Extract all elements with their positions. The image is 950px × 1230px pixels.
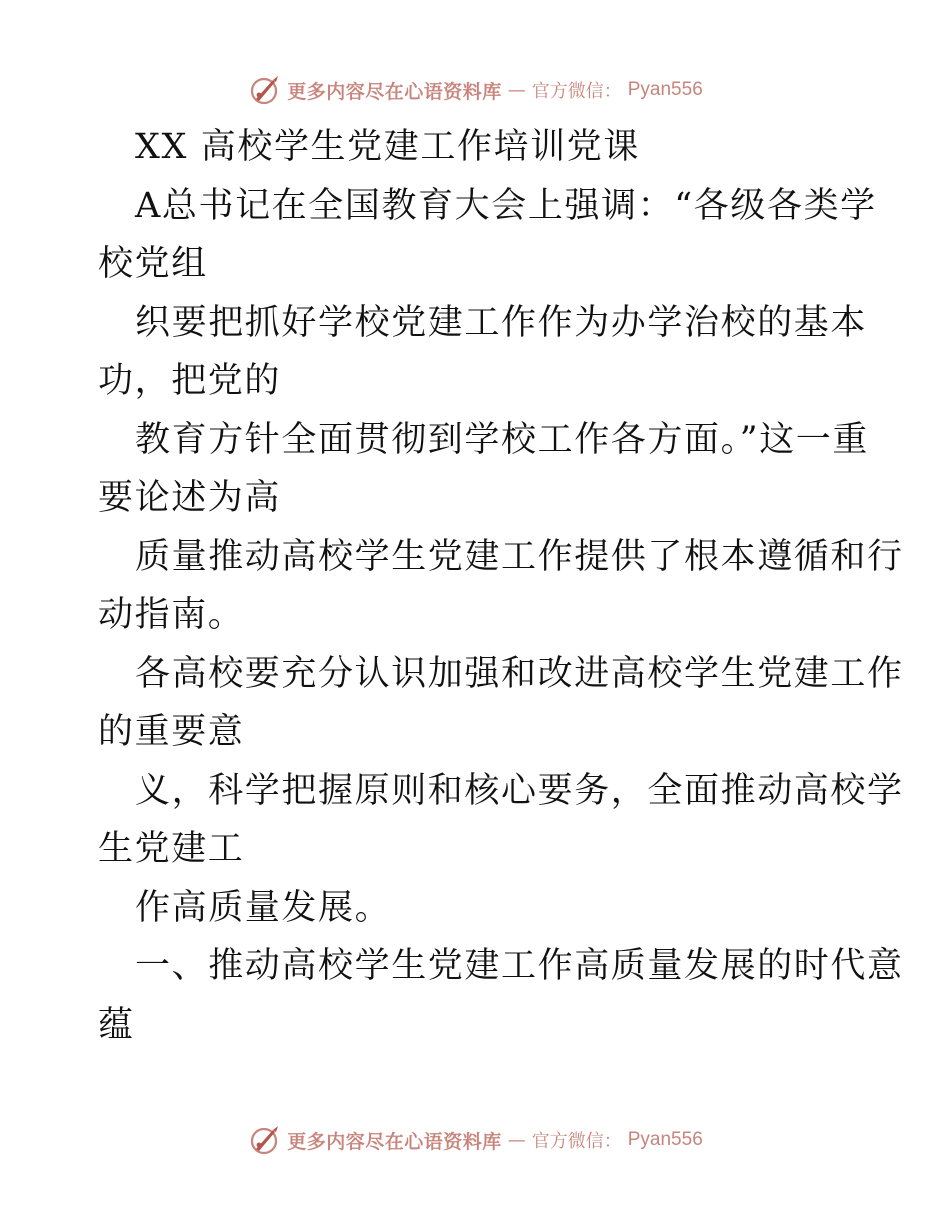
watermark-brand-text: 更多内容尽在心语资料库 bbox=[287, 1130, 502, 1153]
text-line: 功，把党的 bbox=[98, 361, 282, 401]
watermark-brand-text: 更多内容尽在心语资料库 bbox=[287, 80, 502, 103]
watermark-label: 官方微信： bbox=[531, 1131, 622, 1152]
document-title: XX 高校学生党建工作培训党课 bbox=[135, 127, 640, 167]
quill-pen-logo-icon bbox=[247, 73, 281, 107]
watermark-id: Pyan556 bbox=[627, 1129, 703, 1150]
text-line: 生党建工 bbox=[98, 829, 245, 869]
watermark-id: Pyan556 bbox=[627, 79, 703, 100]
text-line: 各高校要充分认识加强和改进高校学生党建工作 bbox=[135, 653, 904, 694]
text-line: 动指南。 bbox=[98, 595, 245, 635]
watermark-separator: — bbox=[507, 79, 526, 101]
text-line: 质量推动高校学生党建工作提供了根本遵循和行 bbox=[135, 536, 904, 577]
document-body bbox=[98, 118, 904, 1054]
text-line: 校党组 bbox=[98, 244, 208, 284]
text-line: 织要把抓好学校党建工作作为办学治校的基本 bbox=[135, 302, 868, 343]
footer-watermark bbox=[0, 1120, 950, 1160]
text-line: 的重要意 bbox=[98, 712, 245, 752]
text-line: 作高质量发展。 bbox=[135, 887, 392, 928]
quill-pen-logo-icon bbox=[247, 1123, 281, 1157]
section-heading: 一、推动高校学生党建工作高质量发展的时代意 bbox=[135, 946, 904, 986]
text-line: 教育方针全面贯彻到学校工作各方面。”这一重 bbox=[135, 419, 869, 460]
text-line: 蕴 bbox=[98, 1004, 135, 1045]
watermark-separator: — bbox=[507, 1129, 526, 1151]
text-line: A总书记在全国教育大会上强调：“各级各类学 bbox=[135, 185, 877, 226]
text-line: 要论述为高 bbox=[98, 478, 282, 518]
text-line: 义，科学把握原则和核心要务，全面推动高校学 bbox=[135, 770, 904, 811]
watermark-label: 官方微信： bbox=[531, 81, 622, 102]
header-watermark bbox=[0, 70, 950, 110]
